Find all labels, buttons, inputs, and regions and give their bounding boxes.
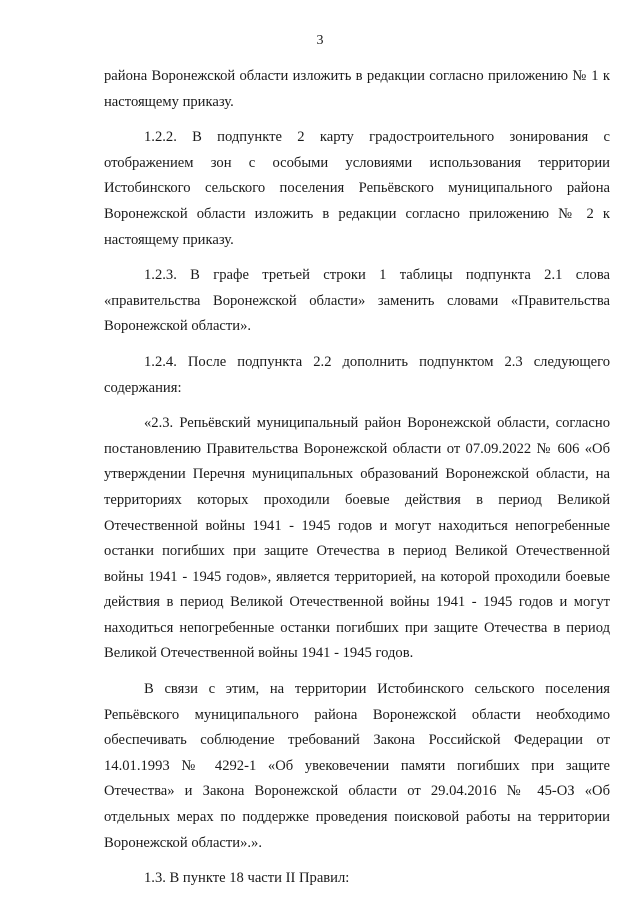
paragraph-1-2-2: 1.2.2. В подпункте 2 карту градостроительного зонирования с отображением зон с особыми условиями использования территории Истобинского сельского поселения Репьёвского муниципального района Воронежской области изложить в редакции согласно приложению № 2 к настоящему приказу. bbox=[104, 129, 610, 248]
paragraph-continuation: района Воронежской области изложить в редакции согласно приложению № 1 к настоящему приказу. bbox=[104, 68, 610, 110]
paragraph-requirements: В связи с этим, на территории Истобинского сельского поселения Репьёвского муниципального района Воронежской области необходимо обеспечивать соблюдение требований Закона Российской Федерации от 14.01.1993 № 4292-1 «Об увековечении памяти погибших при защите Отечества» и Закона Воронежской области от 29.04.2016 № 45-ОЗ «Об отдельных мерах по поддержке проведения поисковой работы на территории Воронежской области».». bbox=[104, 681, 610, 851]
paragraph-1-2-3: 1.2.3. В графе третьей строки 1 таблицы подпункта 2.1 слова «правительства Воронежской области» заменить словами «Правительства Воронежской области». bbox=[104, 267, 610, 335]
document-body bbox=[104, 64, 610, 892]
paragraph-1-2-4: 1.2.4. После подпункта 2.2 дополнить подпунктом 2.3 следующего содержания: bbox=[104, 353, 610, 396]
paragraph-2-3-quote: «2.3. Репьёвский муниципальный район Воронежской области, согласно постановлению Правительства Воронежской области от 07.09.2022 № 606 «Об утверждении Перечня муниципальных образований Воронежской области, на территориях которых проходили боевые действия в период Великой Отечественной войны 1941 - 1945 годов и могут находиться непогребенные останки погибших при защите Отечества в период Великой Отечественной войны 1941 - 1945 годов», является территорией, на которой проходили боевые действия в период Великой Отечественной войны 1941 - 1945 годов и могут находиться непогребенные останки погибших при защите Отечества в период Великой Отечественной войны 1941 - 1945 годов. bbox=[104, 415, 610, 662]
paragraph-1-3: 1.3. В пункте 18 части II Правил: bbox=[144, 870, 350, 887]
page-number: 3 bbox=[316, 33, 324, 48]
